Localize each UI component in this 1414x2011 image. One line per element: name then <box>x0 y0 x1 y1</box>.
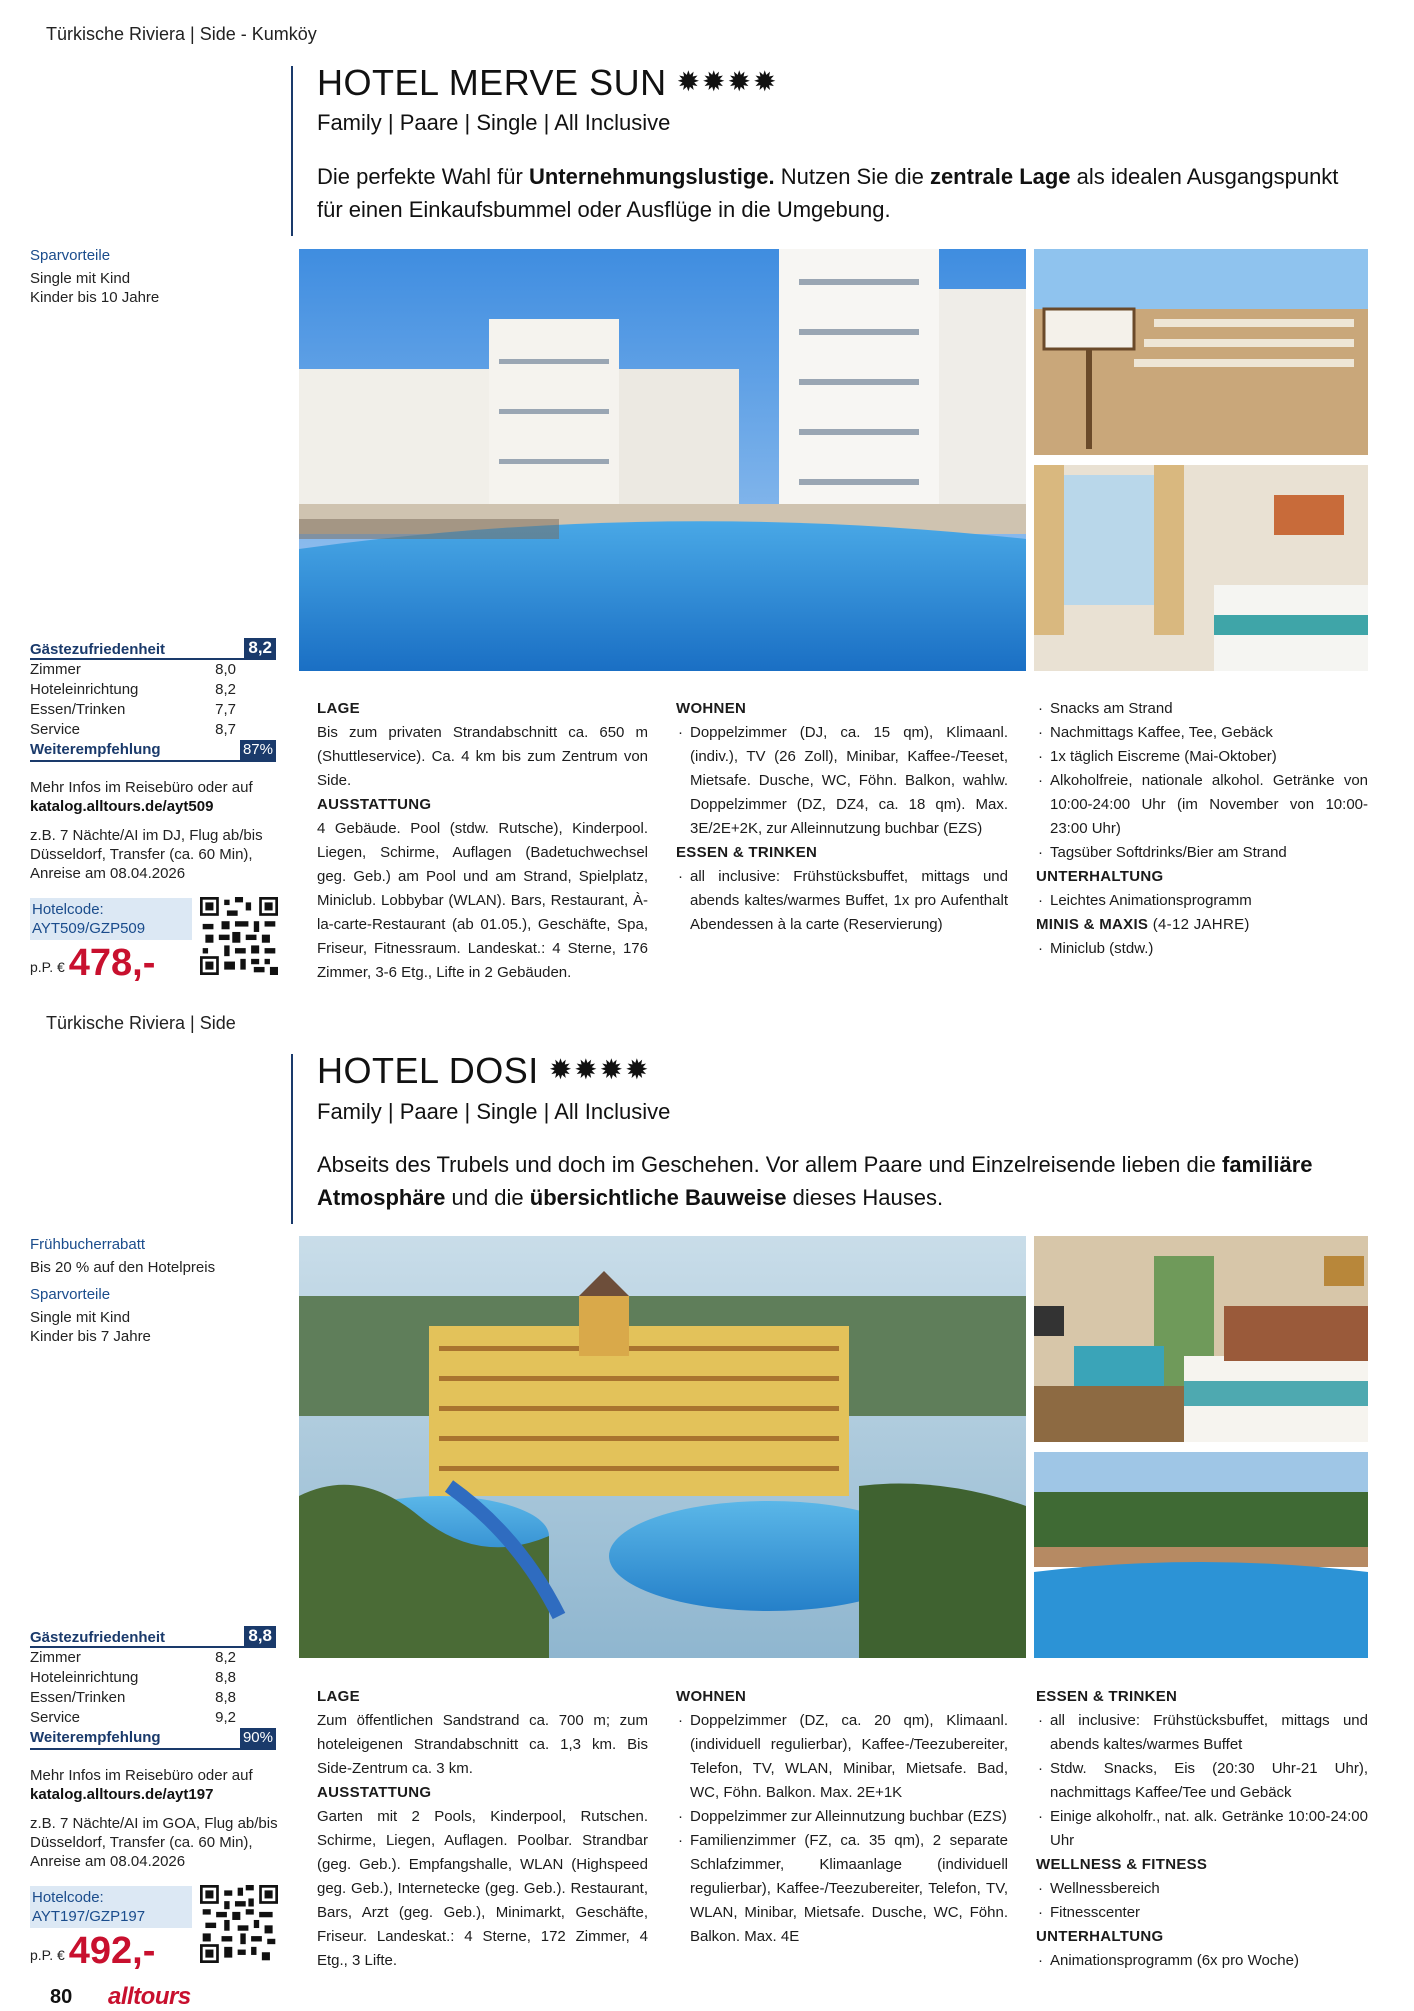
price-example: z.B. 7 Nächte/AI im DJ, Flug ab/bis Düsseldorf, Transfer (ca. 60 Min), Anreise am 08.04.2026 <box>30 827 263 882</box>
description-column-location <box>317 697 648 985</box>
feature-item: · all inclusive: Frühstücksbuffet, mittags und abends kaltes/warmes Buffet <box>1036 1709 1368 1757</box>
price: p.P. € 492,- <box>30 1930 156 1972</box>
feature-list <box>1036 1877 1368 1925</box>
section-heading: WOHNEN <box>676 700 747 717</box>
section-text: Garten mit 2 Pools, Kinderpool, Rutschen. Schirme, Liegen, Auflagen. Poolbar. Strandbar (geg. Geb.). Empfangshalle, WLAN (Highspeed geg. Geb.), Internetecke (geg. Geb.). Restaurant, Bars, Arzt (geg. Geb.), Minimarkt, Geschäfte, Friseur. Landeskat.: 4 Sterne, 172 Zimmer, 4 Etg., 3 Lifte. <box>317 1808 648 1969</box>
hotel-tags: Family | Paare | Single | All Inclusive <box>317 1099 671 1124</box>
price: p.P. € 478,- <box>30 942 156 984</box>
feature-list <box>1036 697 1368 865</box>
feature-item: · Doppelzimmer (DJ, ca. 15 qm), Klimaanl. (indiv.), TV (26 Zoll), Minibar, Kaffee-/Teeset, Mietsafe. Dusche, WC, Föhn. Balkon, wahlw. Doppelzimmer (DZ, DZ4, ca. 18 qm). Max. 3E/2E+2K, zur Alleinnutzung buchbar (EZS) <box>676 721 1008 841</box>
feature-list <box>1036 1949 1368 1973</box>
rating-score: 8,2 <box>244 638 276 658</box>
rating-row: Zimmer 8,2 <box>30 1649 236 1666</box>
feature-item: · Animationsprogramm (6x pro Woche) <box>1036 1949 1368 1973</box>
section-heading: UNTERHALTUNG <box>1036 868 1164 885</box>
feature-list <box>1036 1709 1368 1853</box>
feature-list <box>676 721 1008 841</box>
feature-item: · Fitnesscenter <box>1036 1901 1368 1925</box>
hotel-name: HOTEL MERVE SUN <box>317 62 667 103</box>
feature-item: · Leichtes Animationsprogramm <box>1036 889 1368 913</box>
price-example: z.B. 7 Nächte/AI im GOA, Flug ab/bis Düsseldorf, Transfer (ca. 60 Min), Anreise am 08.04.2026 <box>30 1815 278 1870</box>
star-rating-icon: ✹✹✹✹ <box>548 1054 651 1085</box>
hotel-intro: Die perfekte Wahl für Unternehmungslustige. Nutzen Sie die zentrale Lage als idealen Ausgangspunkt für einen Einkaufsbummel oder Ausflüge in die Umgebung. <box>317 164 1339 222</box>
more-info: Mehr Infos im Reisebüro oder auf katalog.alltours.de/ayt197 <box>30 1767 253 1803</box>
hotel-title <box>317 62 778 104</box>
hotel-main-photo <box>299 249 1026 671</box>
offer-label: Sparvorteile <box>30 247 111 264</box>
section-heading: MINIS & MAXIS (4-12 JAHRE) <box>1036 916 1250 933</box>
hotelcode-box: Hotelcode: AYT509/GZP509 <box>30 898 192 940</box>
recommendation-row: Weiterempfehlung 87% <box>30 740 276 762</box>
offer-text: Bis 20 % auf den Hotelpreis <box>30 1259 216 1276</box>
catalog-link[interactable]: katalog.alltours.de/ayt509 <box>30 798 214 815</box>
section-heading: LAGE <box>317 700 360 717</box>
section-heading: AUSSTATTUNG <box>317 796 432 813</box>
hotel-main-photo <box>299 1236 1026 1658</box>
rating-row: Hoteleinrichtung 8,8 <box>30 1669 236 1686</box>
qr-code-icon[interactable] <box>200 897 278 975</box>
feature-item: · Doppelzimmer zur Alleinnutzung buchbar (EZS) <box>676 1805 1008 1829</box>
offer-text: Single mit Kind Kinder bis 7 Jahre <box>30 1309 151 1345</box>
description-column-services <box>1036 697 1368 961</box>
feature-list <box>1036 889 1368 913</box>
description-column-location <box>317 1685 648 1973</box>
guest-rating: Gästezufriedenheit 8,2 Zimmer 8,0 Hoteleinrichtung 8,2 Essen/Trinken 7,7 Service 8,7 Weiterempfehlung 87% <box>30 636 276 762</box>
section-text: 4 Gebäude. Pool (stdw. Rutsche), Kinderpool. Liegen, Schirme, Auflagen (Badetuchwechsel geg. Geb.) am Pool und am Strand, Spielplatz, Miniclub. Lobbybar (WLAN). Bars, Restaurant, À-la-carte-Restaurant (ab 01.05.), Geschäfte, Spa, Friseur, Fitnessraum. Landeskat.: 4 Sterne, 176 Zimmer, 3-6 Etg., Lifte in 2 Gebäuden. <box>317 820 648 981</box>
feature-item: · all inclusive: Frühstücksbuffet, mittags und abends kaltes/warmes Buffet, 1x pro Aufenthalt Abendessen à la carte (Reservierung) <box>676 865 1008 937</box>
rating-row: Zimmer 8,0 <box>30 661 236 678</box>
hotel-intro: Abseits des Trubels und doch im Geschehen. Vor allem Paare und Einzelreisende lieben die familiäre Atmosphäre und die übersichtliche Bauweise dieses Hauses. <box>317 1152 1313 1210</box>
feature-item: · Familienzimmer (FZ, ca. 35 qm), 2 separate Schlafzimmer, Klimaanlage (individuell regulierbar), Kaffee-/Teezubereiter, Telefon, TV, WLAN, Minibar, Mietsafe. Dusche, WC, Föhn. Balkon. Max. 4E <box>676 1829 1008 1949</box>
feature-item: · Einige alkoholfr., nat. alk. Getränke 10:00-24:00 Uhr <box>1036 1805 1368 1853</box>
section-heading: UNTERHALTUNG <box>1036 1928 1164 1945</box>
feature-list <box>1036 937 1368 961</box>
section-heading: AUSSTATTUNG <box>317 1784 432 1801</box>
offer-label: Sparvorteile <box>30 1286 111 1303</box>
hotelcode-box: Hotelcode: AYT197/GZP197 <box>30 1886 192 1928</box>
section-heading: LAGE <box>317 1688 360 1705</box>
feature-item: · Snacks am Strand <box>1036 697 1368 721</box>
qr-code-icon[interactable] <box>200 1885 278 1963</box>
more-info: Mehr Infos im Reisebüro oder auf katalog.alltours.de/ayt509 <box>30 779 253 815</box>
feature-item: · Nachmittags Kaffee, Tee, Gebäck <box>1036 721 1368 745</box>
description-column-services <box>1036 1685 1368 1973</box>
feature-item: · Alkoholfreie, nationale alkohol. Getränke von 10:00-24:00 Uhr (im November von 10:00-23:00 Uhr) <box>1036 769 1368 841</box>
rating-row: Essen/Trinken 8,8 <box>30 1689 236 1706</box>
hotel-name: HOTEL DOSI <box>317 1050 539 1091</box>
hotel-title <box>317 1050 651 1092</box>
feature-item: · Miniclub (stdw.) <box>1036 937 1368 961</box>
guest-rating: Gästezufriedenheit 8,8 Zimmer 8,2 Hoteleinrichtung 8,8 Essen/Trinken 8,8 Service 9,2 Weiterempfehlung 90% <box>30 1624 276 1750</box>
feature-item: · Wellnessbereich <box>1036 1877 1368 1901</box>
breadcrumb: Türkische Riviera | Side <box>46 1013 236 1033</box>
offer-label: Frühbucherrabatt <box>30 1236 146 1253</box>
room-photo <box>1034 465 1368 671</box>
rating-row: Service 9,2 <box>30 1709 236 1726</box>
feature-item: · Tagsüber Softdrinks/Bier am Strand <box>1036 841 1368 865</box>
feature-list <box>676 865 1008 937</box>
feature-item: · 1x täglich Eiscreme (Mai-Oktober) <box>1036 745 1368 769</box>
page-number: 80 <box>50 1986 73 2008</box>
divider-line <box>291 1054 293 1224</box>
section-heading: ESSEN & TRINKEN <box>676 844 818 861</box>
description-column-living <box>676 1685 1008 1949</box>
feature-list <box>676 1709 1008 1949</box>
section-heading: WELLNESS & FITNESS <box>1036 1856 1208 1873</box>
star-rating-icon: ✹✹✹✹ <box>676 66 779 97</box>
feature-item: · Doppelzimmer (DZ, ca. 20 qm), Klimaanl. (individuell regulierbar), Kaffee-/Teezubereiter, Telefon, TV, WLAN, Minibar, Mietsafe. Bad, WC, Föhn. Balkon. Max. 2E+1K <box>676 1709 1008 1805</box>
hotel-tags: Family | Paare | Single | All Inclusive <box>317 110 671 135</box>
divider-line <box>291 66 293 236</box>
rating-row: Service 8,7 <box>30 721 236 738</box>
section-text: Bis zum privaten Strandabschnitt ca. 650 m (Shuttleservice). Ca. 4 km bis zum Zentrum von Side. <box>317 724 648 789</box>
offer-text: Single mit Kind Kinder bis 10 Jahre <box>30 270 160 306</box>
rating-row: Essen/Trinken 7,7 <box>30 701 236 718</box>
description-column-living <box>676 697 1008 937</box>
feature-item: · Stdw. Snacks, Eis (20:30 Uhr-21 Uhr), nachmittags Kaffee/Tee und Gebäck <box>1036 1757 1368 1805</box>
breadcrumb: Türkische Riviera | Side - Kumköy <box>46 24 317 44</box>
room-photo <box>1034 1236 1368 1442</box>
beach-photo <box>1034 249 1368 455</box>
section-text: Zum öffentlichen Sandstrand ca. 700 m; zum hoteleigenen Strandabschnitt ca. 1,3 km. Bis Side-Zentrum ca. 3 km. <box>317 1712 648 1777</box>
rating-score: 8,8 <box>244 1626 276 1646</box>
section-heading: ESSEN & TRINKEN <box>1036 1688 1178 1705</box>
catalog-link[interactable]: katalog.alltours.de/ayt197 <box>30 1786 214 1803</box>
recommendation-row: Weiterempfehlung 90% <box>30 1728 276 1750</box>
brand-logo: alltours <box>108 1983 191 2010</box>
section-heading: WOHNEN <box>676 1688 747 1705</box>
pool-photo <box>1034 1452 1368 1658</box>
rating-row: Hoteleinrichtung 8,2 <box>30 681 236 698</box>
